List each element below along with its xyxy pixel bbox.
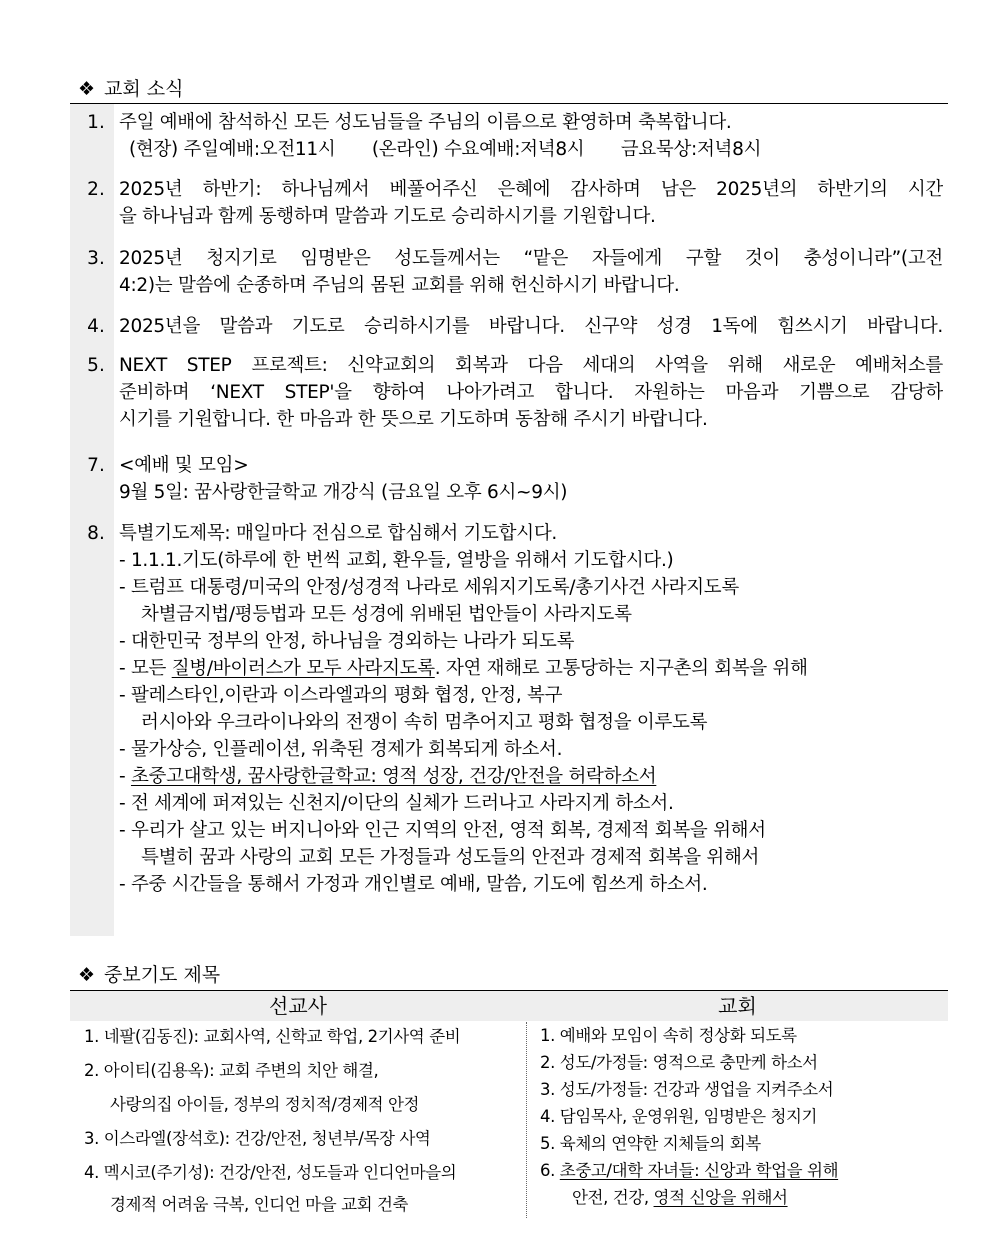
church-column-header: 교회 [718, 994, 757, 1018]
prayer-point: - 1.1.1.기도(하루에 한 번씩 교회, 환우들, 열방을 위해서 기도합시다.) [119, 550, 674, 571]
prayer-point: - 팔레스타인,이란과 이스라엘과의 평화 협정, 안정, 복구 [119, 685, 563, 706]
missionary-item: 2. 아이티(김용옥): 교회 주변의 치안 해결, [84, 1061, 379, 1080]
church-item [540, 1157, 944, 1184]
news-item-line: 2025년 청지기로 임명받은 성도들께서는 “맡은 자들에게 구할 것이 충성이니라”(고전 [119, 248, 943, 269]
prayer-section-title [78, 963, 220, 987]
news-item-7 [119, 452, 943, 506]
underlined-text: 초중고대학생, 꿈사랑한글학교: 영적 성장, 건강/안전을 허락하소서 [130, 766, 657, 787]
prayer-point: - 전 세계에 퍼져있는 신천지/이단의 실체가 드러나고 사라지게 하소서. [119, 793, 674, 814]
news-item-3 [119, 245, 943, 299]
diamond-bullet-icon: ❖ [78, 964, 96, 986]
prayer-point: - 우리가 살고 있는 버지니아와 인근 지역의 안전, 영적 회복, 경제적 회복을 위해서 [119, 820, 766, 841]
news-item-line: 2025년 하반기: 하나님께서 베풀어주신 은혜에 감사하며 남은 2025년의 하반기의 시간 [119, 179, 943, 200]
prayer-point-prefix: - 모든 [119, 658, 172, 679]
prayer-point: - 물가상승, 인플레이션, 위축된 경제가 회복되게 하소서. [119, 739, 563, 760]
church-item: 3. 성도/가정들: 건강과 생업을 지켜주소서 [540, 1080, 834, 1099]
missionary-item-continued: 경제적 어려움 극복, 인디언 마을 교회 건축 [110, 1195, 409, 1214]
news-item-line: 시기를 기원합니다. 한 마음과 한 뜻으로 기도하며 동참해 주시기 바랍니다. [119, 409, 708, 430]
underlined-text: 영적 신앙을 위해서 [653, 1188, 788, 1207]
church-item-continued [540, 1184, 944, 1211]
news-item-2 [119, 176, 943, 230]
news-item-number: 5. [87, 355, 105, 376]
news-title-text: 교회 소식 [104, 78, 184, 100]
prayer-title-text: 중보기도 제목 [104, 964, 221, 986]
church-item-prefix: 6. [540, 1161, 560, 1180]
news-item-line: NEXT STEP 프로젝트: 신약교회의 회복과 다음 세대의 사역을 위해 새로운 예배처소를 [119, 355, 943, 376]
news-item-number: 3. [87, 248, 105, 269]
news-item-line: 4:2)는 말씀에 순종하며 주님의 몸된 교회를 위해 헌신하시기 바랍니다. [119, 275, 680, 296]
news-item-line: <예배 및 모임> [119, 455, 249, 476]
missionary-list [84, 1022, 522, 1220]
news-item-number: 1. [87, 112, 105, 133]
news-section-title [78, 77, 183, 101]
church-item: 5. 육체의 연약한 지체들의 회복 [540, 1134, 761, 1153]
missionary-item-continued: 사랑의집 아이들, 정부의 정치적/경제적 안정 [110, 1095, 420, 1114]
news-item-line: (현장) 주일예배:오전11시 (온라인) 수요예배:저녁8시 금요묵상:저녁8시 [129, 139, 762, 160]
news-title-rule [70, 103, 948, 104]
church-item: 4. 담임목사, 운영위원, 임명받은 청지기 [540, 1107, 818, 1126]
prayer-point: - 트럼프 대통령/미국의 안정/성경적 나라로 세워지기도록/총기사건 사라지도록 [119, 577, 739, 598]
news-item-5 [119, 352, 943, 433]
underlined-text: 초중고/대학 자녀들: 신앙과 학업을 위해 [559, 1161, 839, 1180]
news-item-number: 4. [87, 316, 105, 337]
news-item-4 [119, 313, 943, 340]
news-item-1 [119, 109, 943, 163]
prayer-point-suffix: . 자연 재해로 고통당하는 지구촌의 회복을 위해 [434, 658, 808, 679]
prayer-point [119, 763, 943, 790]
prayer-point: - 주중 시간들을 통해서 가정과 개인별로 예배, 말씀, 기도에 힘쓰게 하소서. [119, 874, 708, 895]
news-item-line: 준비하며 ‘NEXT STEP'을 향하여 나아가려고 합니다. 자원하는 마음과 기쁨으로 감당하 [119, 382, 943, 403]
church-item-prefix: 안전, 건강, [572, 1188, 654, 1207]
underlined-text: 질병/바이러스가 모두 사라지도록 [171, 658, 435, 679]
news-item-line: 2025년을 말씀과 기도로 승리하시기를 바랍니다. 신구약 성경 1독에 힘쓰시기 바랍니다. [119, 316, 943, 337]
prayer-point-continued: 특별히 꿈과 사랑의 교회 모든 가정들과 성도들의 안전과 경제적 회복을 위해서 [141, 847, 760, 868]
prayer-point [119, 655, 943, 682]
missionary-item: 3. 이스라엘(장석호): 건강/안전, 청년부/목장 사역 [84, 1129, 431, 1148]
church-list [540, 1022, 944, 1211]
news-item-line: 을 하나님과 함께 동행하며 말씀과 기도로 승리하시기를 기원합니다. [119, 206, 656, 227]
prayer-point-continued: 차별금지법/평등법과 모든 성경에 위배된 법안들이 사라지도록 [141, 604, 632, 625]
news-item-line: 특별기도제목: 매일마다 전심으로 합심해서 기도합시다. [119, 523, 557, 544]
news-item-number: 2. [87, 179, 105, 200]
prayer-point: - 대한민국 정부의 안정, 하나님을 경외하는 나라가 되도록 [119, 631, 575, 652]
diamond-bullet-icon: ❖ [78, 78, 96, 100]
missionary-item: 1. 네팔(김동진): 교회사역, 신학교 학업, 2기사역 준비 [84, 1027, 461, 1046]
news-item-number: 8. [87, 523, 105, 544]
church-item: 2. 성도/가정들: 영적으로 충만케 하소서 [540, 1053, 818, 1072]
column-divider [526, 1022, 527, 1218]
news-item-8 [119, 520, 943, 898]
news-item-line: 주일 예배에 참석하신 모든 성도님들을 주님의 이름으로 환영하며 축복합니다. [119, 112, 732, 133]
prayer-point-prefix: - [119, 766, 131, 787]
missionary-item: 4. 멕시코(주기성): 건강/안전, 성도들과 인디언마을의 [84, 1163, 457, 1182]
missionary-column-header: 선교사 [269, 994, 327, 1018]
news-item-number: 7. [87, 455, 105, 476]
news-item-line: 9월 5일: 꿈사랑한글학교 개강식 (금요일 오후 6시~9시) [119, 482, 568, 503]
prayer-point-continued: 러시아와 우크라이나와의 전쟁이 속히 멈추어지고 평화 협정을 이루도록 [141, 712, 708, 733]
church-item: 1. 예배와 모임이 속히 정상화 되도록 [540, 1026, 797, 1045]
